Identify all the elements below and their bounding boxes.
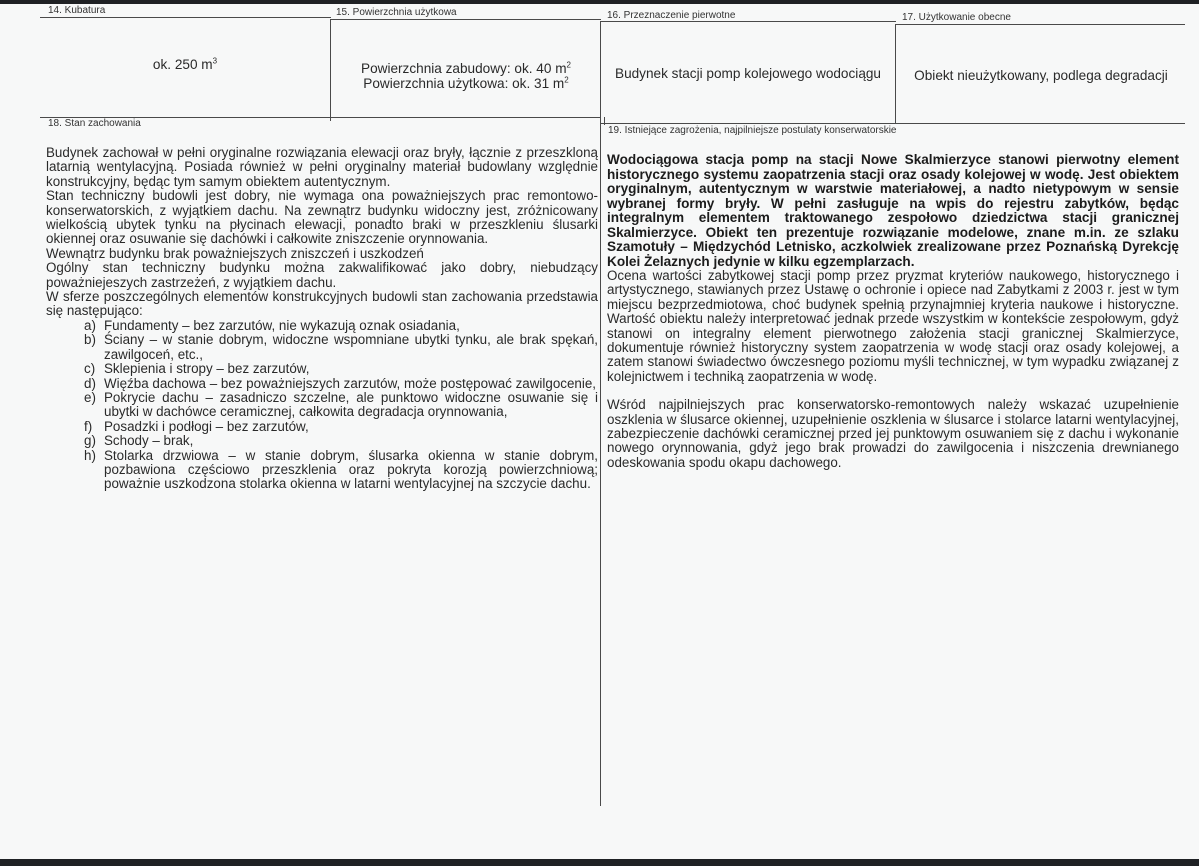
row1-divider-3: [895, 24, 896, 124]
list-item: [46, 362, 598, 376]
field-18-element-list: [46, 319, 598, 492]
field-18-label: 18. Stan zachowania: [48, 118, 141, 129]
field-19-bold-paragraph: Wodociągowa stacja pomp na stacji Nowe Skalmierzyce stanowi pierwotny element historycznego systemu zaopatrzenia stacji oraz osady kolejowej w wodę. Jest obiektem oryginalnym, autentycznym w warstwie materiałowej, a nadto nietypowym w sensie wybranej formy bryły. W pełni zasługuje na wpis do rejestru zabytków, będąc integralnym elementem traktowanego zespołowo dziedzictwa stacji granicznej Skalmierzyce. Obiekt ten prezentuje rozwiązanie modelowe, znane m.in. ze szlaku Szamotuły – Międzychód Letnisko, aczkolwiek zrealizowane przez Poznańską Dyrekcję Kolei Żelaznych jedynie w kilku egzemplarzach.: [607, 152, 1179, 269]
field-19-paragraph-3: Wśród najpilniejszych prac konserwatorsko-remontowych należy wskazać uzupełnienie oszklenia w ślusarce okiennej, uzupełnienie oszklenia w ślusarce i stolarce latarni wentylacyjnej, zabezpieczenie dachówki ceramicznej przed jej punktowym osuwaniem się z dachu i wykonanie nowego orynnowania, gdyż jego brak prowadzi do zawilgocenia i niszczenia drewnianego odeskowania spodu okapu dachowego.: [607, 397, 1179, 470]
field-18-paragraph-4: Ogólny stan techniczny budynku można zakwalifikować jako dobry, niebudzący poważniejeszych zastrzeżeń, z wyjątkiem dachu.: [46, 260, 598, 290]
row1-top-border-right2: [895, 24, 1185, 25]
list-item: [46, 449, 598, 492]
list-item: [46, 319, 598, 333]
list-item-text: Stolarka drzwiowa – w stanie dobrym, ślusarka okienna w stanie dobrym, pozbawiona częściowo przeszklenia oraz pokryta korozją powierzchniową; poważnie uszkodzona stolarka okienna w latarni wentylacyjnej na szczycie dachu.: [104, 447, 598, 492]
list-item-marker: d): [84, 375, 96, 391]
list-item: [46, 420, 598, 434]
field-17-value: Obiekt nieużytkowany, podlega degradacji: [914, 68, 1168, 83]
document-page: [0, 4, 1199, 859]
section-divider: [600, 123, 601, 806]
field-18-paragraph-2: Stan techniczny budowli jest dobry, nie wymaga ona poważniejszych prac remontowo-konserwatorskich, z wyjątkiem dachu. Na zewnątrz budynku widoczny jest, zróżnicowany wielkością ubytek tynku na płycinach elewacji, ponadto braki w przeszkleniu ślusarki okiennej oraz osuwanie się dachówki i całkowite zniszczenie orynnowania.: [46, 188, 598, 247]
list-item: [46, 333, 598, 362]
list-item-marker: a): [84, 317, 96, 333]
field-15-line-2-text: Powierzchnia użytkowa: ok. 31 m: [363, 76, 565, 91]
list-item-text: Sklepienia i stropy – bez zarzutów,: [104, 361, 310, 377]
list-item-text: Więźba dachowa – bez poważniejszych zarzutów, może postępować zawilgocenie,: [104, 375, 596, 391]
field-15-line-1-text: Powierzchnia zabudowy: ok. 40 m: [361, 61, 567, 76]
field-18-paragraph-3: Wewnątrz budynku brak poważniejszych zniszczeń i uszkodzeń: [46, 245, 424, 261]
field-15-line-2: [332, 76, 600, 91]
field-14-value-text: ok. 250 m: [152, 57, 213, 72]
field-15-line-2-sup: 2: [564, 75, 569, 85]
field-18-body: [46, 146, 598, 492]
list-item-marker: b): [84, 332, 96, 348]
list-item-marker: h): [84, 447, 96, 463]
field-15-line-1-sup: 2: [566, 60, 571, 70]
field-18-paragraph-1: Budynek zachował w pełni oryginalne rozwiązania elewacji oraz bryły, łącznie z przeszkloną latarnią wentylacyjną. Posiada również w pełni oryginalny materiał budowlany względnie konstrukcyjny, będąc tym samym obiektem autentycznym.: [46, 145, 598, 189]
field-17-label: 17. Użytkowanie obecne: [902, 12, 1011, 23]
field-15-line-1: [332, 61, 600, 76]
field-14-value: [40, 57, 330, 72]
list-item: [46, 391, 598, 420]
field-16-label: 16. Przeznaczenie pierwotne: [607, 10, 736, 21]
paragraph-spacer: [607, 384, 1179, 398]
field-14-label: 14. Kubatura: [48, 5, 106, 16]
row1-top-border-mid: [330, 19, 601, 20]
list-item-marker: g): [84, 433, 96, 449]
list-item: [46, 434, 598, 448]
row1-bottom-border-right: [600, 123, 1185, 124]
list-item-text: Schody – brak,: [104, 433, 194, 449]
list-item-text: Pokrycie dachu – zasadniczo szczelne, ale punktowo widoczne osuwanie się i ubytki w dachówce ceramicznej, całkowita degradacja orynnowania,: [104, 389, 598, 420]
field-16-value: Budynek stacji pomp kolejowego wodociągu: [615, 66, 881, 81]
field-15-label: 15. Powierzchnia użytkowa: [336, 7, 457, 18]
list-item-text: Posadzki i podłogi – bez zarzutów,: [104, 418, 309, 434]
field-19-body: [607, 153, 1179, 470]
row1-divider-2: [600, 21, 601, 123]
field-19-paragraph-2: Ocena wartości zabytkowej stacji pomp przez pryzmat kryteriów naukowego, historycznego i artystycznego, stawianych przez Ustawę o ochronie i opiece nad Zabytkami z 2003 r. jest w tym miejscu bezprzedmiotowa, choć budynek spełnią przynajmniej kryteria naukowe i historyczne. Wartość obiektu należy interpretować jednak przede wszystkim w kontekście zespołowym, gdyż stanowi on integralny element pierwotnego założenia stacji granicznej Skalmierzyce, dokumentuje również historyczny system zaopatrzenia w wodę stacji oraz osady kolejowej, a zatem stanowi świadectwo ówczesnego poziomu myśli technicznej, w tym wypadku związanej z kolejnictwem i techniką zaopatrzenia w wodę.: [607, 268, 1179, 384]
list-item: [46, 377, 598, 391]
list-item-marker: c): [84, 361, 96, 377]
field-18-paragraph-5: W sferze poszczególnych elementów konstrukcyjnych budowli stan zachowania przedstawia się następująco:: [46, 289, 598, 319]
row1-top-border-right1: [600, 21, 896, 22]
list-item-marker: f): [84, 418, 93, 434]
field-15-value: [332, 61, 600, 91]
list-item-marker: e): [84, 389, 96, 405]
row1-top-border-left: [40, 17, 331, 18]
field-19-label: 19. Istniejące zagrożenia, najpilniejsze postulaty konserwatorskie: [608, 125, 897, 136]
list-item-text: Ściany – w stanie dobrym, widoczne wspomniane ubytki tynku, ale brak spękań, zawilgoceń, etc.,: [104, 332, 598, 362]
field-14-value-unit-sup: 3: [212, 56, 218, 66]
row1-divider-1: [330, 19, 331, 121]
left-section-right-edge: [604, 117, 605, 125]
list-item-text: Fundamenty – bez zarzutów, nie wykazują oznak osiadania,: [104, 317, 460, 333]
